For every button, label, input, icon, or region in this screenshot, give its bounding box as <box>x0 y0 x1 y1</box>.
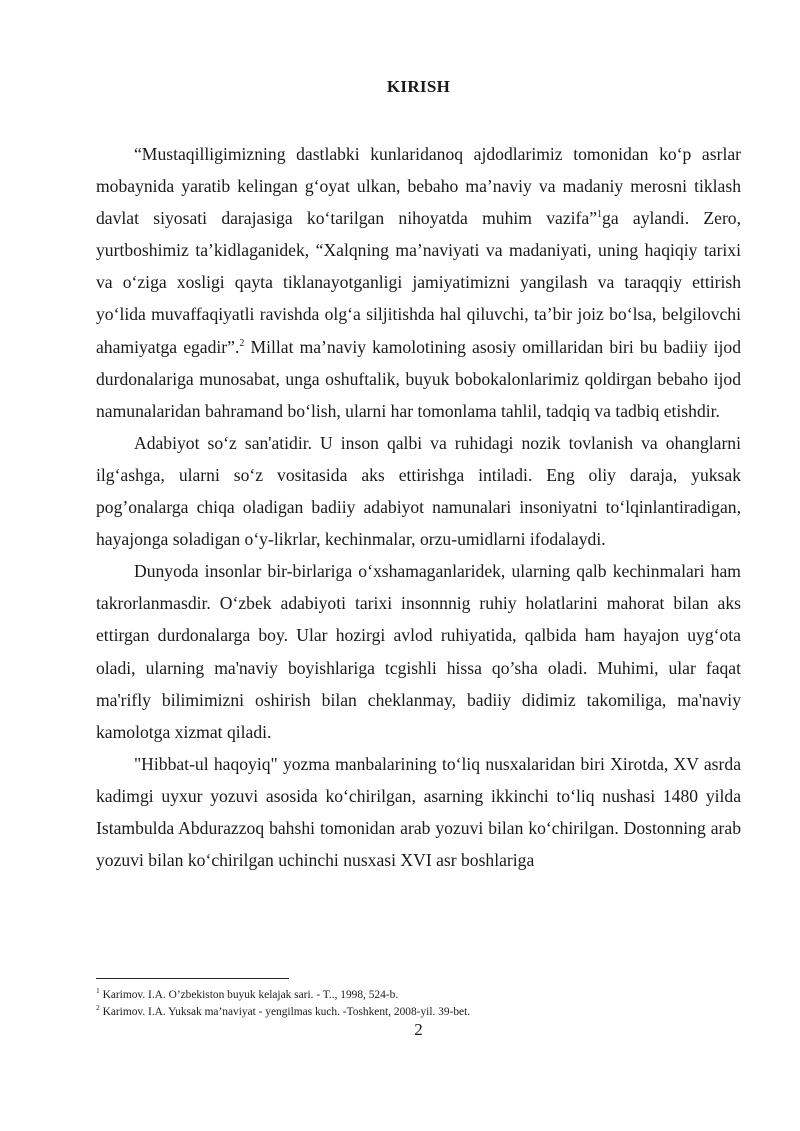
footnote-1-text: Karimov. I.A. O’zbekiston buyuk kelajak sari. - T.., 1998, 524-b. <box>99 989 399 1001</box>
page-title: KIRISH <box>386 77 451 96</box>
paragraph-3: Dunyoda insonlar bir-birlariga o‘xshamaganlaridek, ularning qalb kechinmalari ham takrorlanmasdir. O‘zbek adabiyoti tarixi insonnnig ruhiy holatlarini mahorat bilan aks ettirgan durdonalarga boy. Ular hozirgi avlod ruhiyatida, qalbida ham hayajon uyg‘ota oladi, ularning ma'naviy boyishlariga tcgishli hissa qo’sha oladi. Muhimi, ular faqat ma'rifly bilimimizni oshirish bilan cheklanmay, badiiy didimiz takomiliga, ma'naviy kamolotga xizmat qiladi. <box>96 561 741 742</box>
footnote-1-mark: 1 <box>96 986 100 996</box>
paragraph-1 <box>96 138 741 427</box>
footnote-ref-1[interactable]: 1 <box>597 209 603 221</box>
paragraph-1-text-start: “Mustaqilligimizning dastlabki kunlaridanoq ajdodlarimiz tomonidan ko‘p asrlar mobaynida yaratib kelingan g‘oyat ulkan, bebaho ma’naviy va madaniy merosni tiklash davlat siyosati darajasiga ko‘tarilgan nihoyatda muhim vazifa” <box>96 144 741 229</box>
page-number: 2 <box>414 1020 423 1039</box>
paragraph-2: Adabiyot so‘z san'atidir. U inson qalbi va ruhidagi nozik tovlanish va ohanglarni ilg‘ashga, ularni so‘z vositasida aks ettirishga intiladi. Eng oliy daraja, yuksak pog’onalarga chiqa oladigan badiiy adabiyot namunalari insoniyatni to‘lqinlantiradigan, hayajonga soladigan o‘y-likrlar, kechinmalar, orzu-umidlarni ifodalaydi. <box>96 432 741 550</box>
footnote-2-text: Karimov. I.A. Yuksak ma’naviyat - yengilmas kuch. -Toshkent, 2008-yil. 39-bet. <box>99 1006 471 1018</box>
footnote-1 <box>96 987 741 1004</box>
footnote-2-mark: 2 <box>96 1003 100 1013</box>
paragraph-1-text-middle: ga aylandi. Zero, yurtboshimiz ta’kidlaganidek, “Xalqning ma’naviyati va madaniyati, uning haqiqiy tarixi va o‘ziga xosligi qayta tiklanayotganligi jamiyatimizni yangilash va taraqqiy ettirish yo‘lida muvaffaqiyatli ravishda olg‘a siljitishda hal qiluvchi, ta’bir joiz bo‘lsa, belgilovchi ahamiyatga egadir”. <box>96 208 741 357</box>
body-text <box>96 138 741 876</box>
footnotes <box>96 987 741 1021</box>
footnote-ref-2[interactable]: 2 <box>239 337 245 349</box>
paragraph-1-text-end: Millat ma’naviy kamolotining asosiy omillaridan biri bu badiiy ijod durdonalariga munosabat, unga oshuftalik, buyuk bobokalonlarimiz qoldirgan bebaho ijod namunalaridan bahramand bo‘lish, ularni har tomonlama tahlil, tadqiq va tadbiq etishdir. <box>96 336 741 421</box>
footnote-divider <box>96 978 289 979</box>
paragraph-4: "Hibbat-ul haqoyiq" yozma manbalarining to‘liq nusxalaridan biri Xirotda, XV asrda kadimgi uyxur yozuvi asosida ko‘chirilgan, asarning ikkinchi to‘liq nushasi 1480 yilda Istambulda Abdurazzoq bahshi tomonidan arab yozuvi bilan ko‘chirilgan. Dostonning arab yozuvi bilan ko‘chirilgan uchinchi nusxasi XVI asr boshlariga <box>96 753 741 871</box>
footnote-2 <box>96 1004 741 1021</box>
